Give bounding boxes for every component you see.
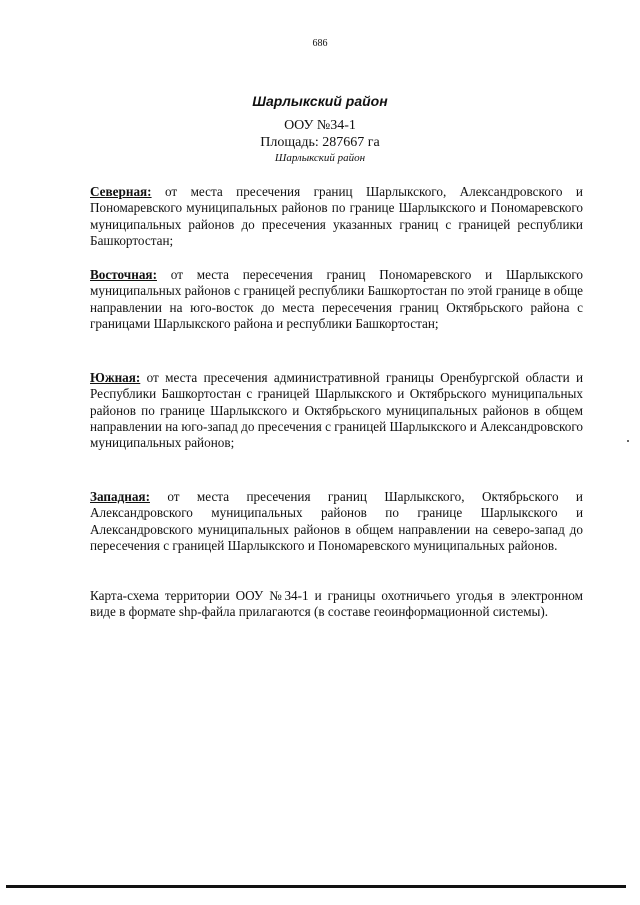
footer-rule xyxy=(6,885,626,888)
district-subtitle: Шарлыкский район xyxy=(274,152,366,164)
boundary-east-text: от места пересечения границ Пономаревского и Шарлыкского муниципальных районов с границей республики Башкортостан по этой границе в обще направлении на юго-восток до места пересечения границ Октябрьского района с границами Шарлыкского района и республики Башкортостан; xyxy=(90,267,583,331)
boundary-north xyxy=(90,184,583,249)
boundary-west-label: Западная: xyxy=(90,489,150,504)
boundary-east-label: Восточная: xyxy=(90,267,157,282)
page-number: 686 xyxy=(312,38,328,49)
boundary-north-label: Северная: xyxy=(90,184,152,199)
boundary-west-text: от места пресечения границ Шарлыкского, Октябрьского и Александровского муниципальных районов по границе Шарлыкского и Александровского муниципальных районов в общем направлении на северо-запад до пересечения с границей Шарлыкского и Пономаревского муниципальных районов. xyxy=(90,489,583,553)
scan-mark xyxy=(627,440,629,442)
closing-note: Карта-схема территории ООУ №34-1 и границы охотничьего угодья в электронном виде в формате shp-файла прилагаются (в составе геоинформационной системы). xyxy=(90,588,583,620)
ooy-number: ООУ №34-1 xyxy=(284,118,356,133)
district-title: Шарлыкский район xyxy=(252,93,388,109)
boundary-south-label: Южная: xyxy=(90,370,141,385)
boundary-south-text: от места пресечения административной границы Оренбургской области и Республики Башкортостан с границей Шарлыкского и Октябрьского муниципальных районов по границе Шарлыкского и Октябрьского муниципальных районов в общем направлении на юго-запад до пресечения с границей Шарлыкского и Александровского муниципальных районов; xyxy=(90,370,583,451)
boundary-west xyxy=(90,489,583,554)
boundary-south xyxy=(90,370,583,451)
boundary-east xyxy=(90,267,583,332)
boundary-north-text: от места пресечения границ Шарлыкского, Александровского и Пономаревского муниципальных районов по границе Шарлыкского и Пономаревского муниципальных районов до пресечения указанных границ с границей республики Башкортостан; xyxy=(90,184,583,248)
area-value: Площадь: 287667 га xyxy=(260,135,380,150)
